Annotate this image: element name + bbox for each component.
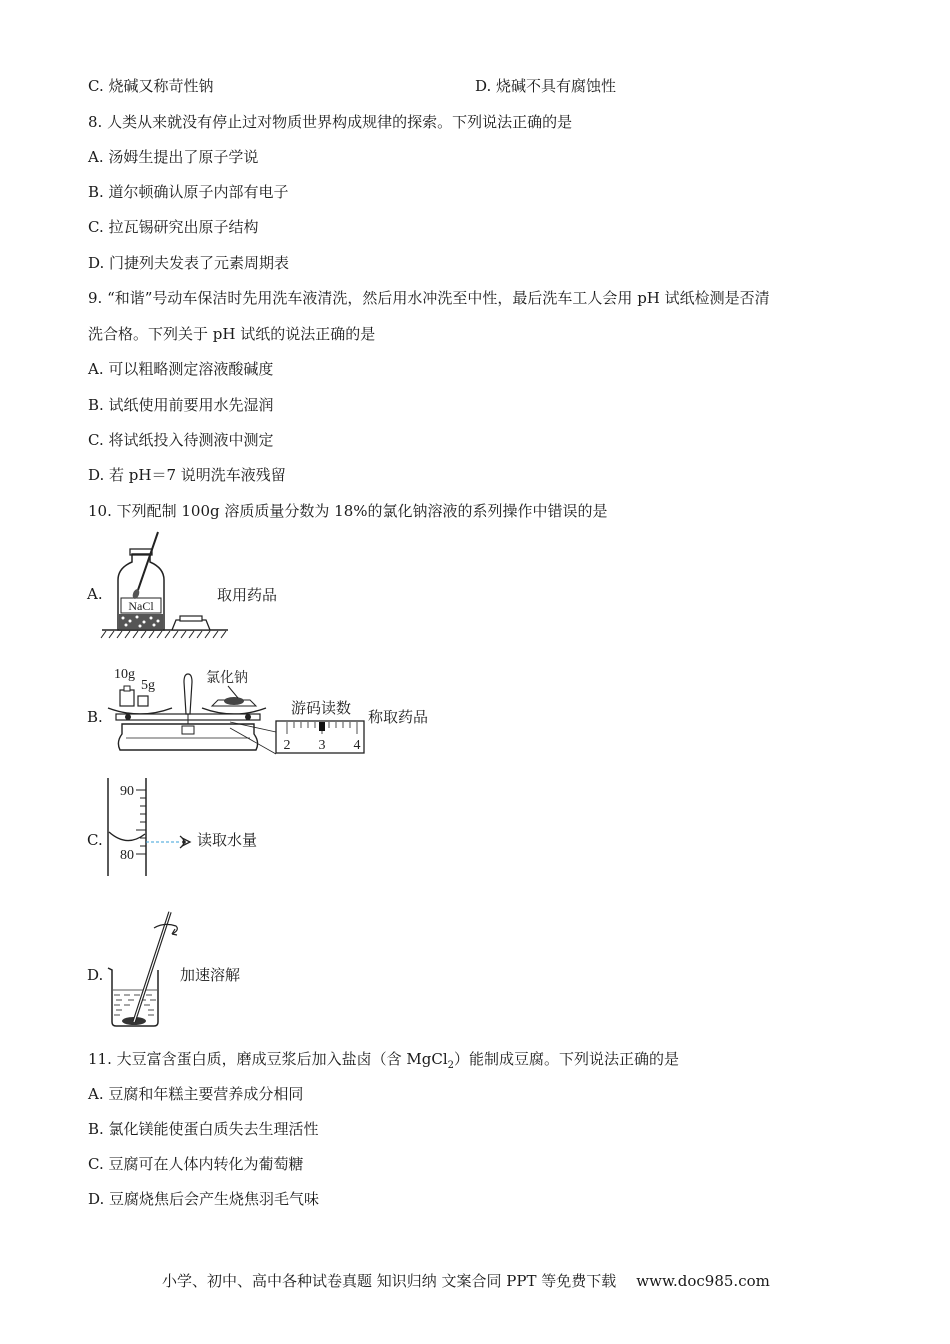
q10-option-b-caption: 称取药品 <box>368 708 429 726</box>
q9-option-a: A. 可以粗略测定溶液酸碱度 <box>88 360 274 378</box>
rider-tick-label: 2 <box>283 738 291 753</box>
page-footer <box>162 1270 770 1291</box>
weight-10g-label: 10g <box>114 667 135 682</box>
q8-option-d: D. 门捷列夫发表了元素周期表 <box>88 254 290 272</box>
reagent-bottle-figure <box>100 530 230 640</box>
q11-stem-post: ）能制成豆腐。下列说法正确的是 <box>454 1050 680 1068</box>
q10-option-c-caption: 读取水量 <box>197 831 258 849</box>
q11-option-d: D. 豆腐烧焦后会产生烧焦羽毛气味 <box>88 1190 320 1208</box>
cylinder-tick-80: 80 <box>120 848 134 863</box>
q8-stem: 8. 人类从来就没有停止过对物质世界构成规律的探索。下列说法正确的是 <box>88 113 573 131</box>
q7-option-c: C. 烧碱又称苛性钠 <box>88 77 214 95</box>
q10-option-d-caption: 加速溶解 <box>180 966 241 984</box>
q11-option-a: A. 豆腐和年糕主要营养成分相同 <box>88 1085 304 1103</box>
q8-option-a: A. 汤姆生提出了原子学说 <box>88 148 259 166</box>
cylinder-tick-90: 90 <box>120 784 134 799</box>
q11-stem-pre: 11. 大豆富含蛋白质，磨成豆浆后加入盐卤（含 MgCl <box>88 1050 448 1068</box>
footer-text: 小学、初中、高中各种试卷真题 知识归纳 文案合同 PPT 等免费下载 <box>162 1272 617 1290</box>
q9-stem-line1: 9. “和谐”号动车保洁时先用洗车液清洗，然后用水冲洗至中性，最后洗车工人会用 pH 试纸检测是否清 <box>88 289 770 307</box>
q8-option-b: B. 道尔顿确认原子内部有电子 <box>88 183 289 201</box>
q10-option-a-caption: 取用药品 <box>217 586 278 604</box>
q10-stem: 10. 下列配制 100g 溶质质量分数为 18%的氯化钠溶液的系列操作中错误的是 <box>88 502 608 520</box>
bottle-label: NaCl <box>128 599 154 613</box>
q11-option-b: B. 氯化镁能使蛋白质失去生理活性 <box>88 1120 319 1138</box>
beaker-stirring-figure <box>104 908 184 1028</box>
q10-option-d-letter: D. <box>87 966 104 984</box>
footer-url[interactable]: www.doc985.com <box>636 1272 770 1290</box>
q10-option-b-letter: B. <box>87 708 103 726</box>
q11-stem-subscript: 2 <box>447 1060 455 1071</box>
q11-stem <box>88 1049 679 1076</box>
rider-marker <box>319 722 325 731</box>
q9-stem-line2: 洗合格。下列关于 pH 试纸的说法正确的是 <box>88 325 376 343</box>
rider-scale-title: 游码读数 <box>291 699 352 717</box>
rider-tick-label: 3 <box>318 738 326 753</box>
graduated-cylinder-figure <box>100 776 200 878</box>
q11-option-c: C. 豆腐可在人体内转化为葡萄糖 <box>88 1155 304 1173</box>
q7-option-d: D. 烧碱不具有腐蚀性 <box>475 77 617 95</box>
sodium-chloride-label: 氯化钠 <box>206 670 248 686</box>
q10-option-a-letter: A. <box>87 585 103 603</box>
q9-option-d: D. 若 pH＝7 说明洗车液残留 <box>88 466 286 484</box>
q8-option-c: C. 拉瓦锡研究出原子结构 <box>88 218 259 236</box>
q9-option-b: B. 试纸使用前要用水先湿润 <box>88 396 274 414</box>
rider-tick-label: 4 <box>353 738 361 753</box>
q10-option-c-letter: C. <box>87 831 103 849</box>
weight-5g-label: 5g <box>141 678 155 693</box>
q9-option-c: C. 将试纸投入待测液中测定 <box>88 431 274 449</box>
